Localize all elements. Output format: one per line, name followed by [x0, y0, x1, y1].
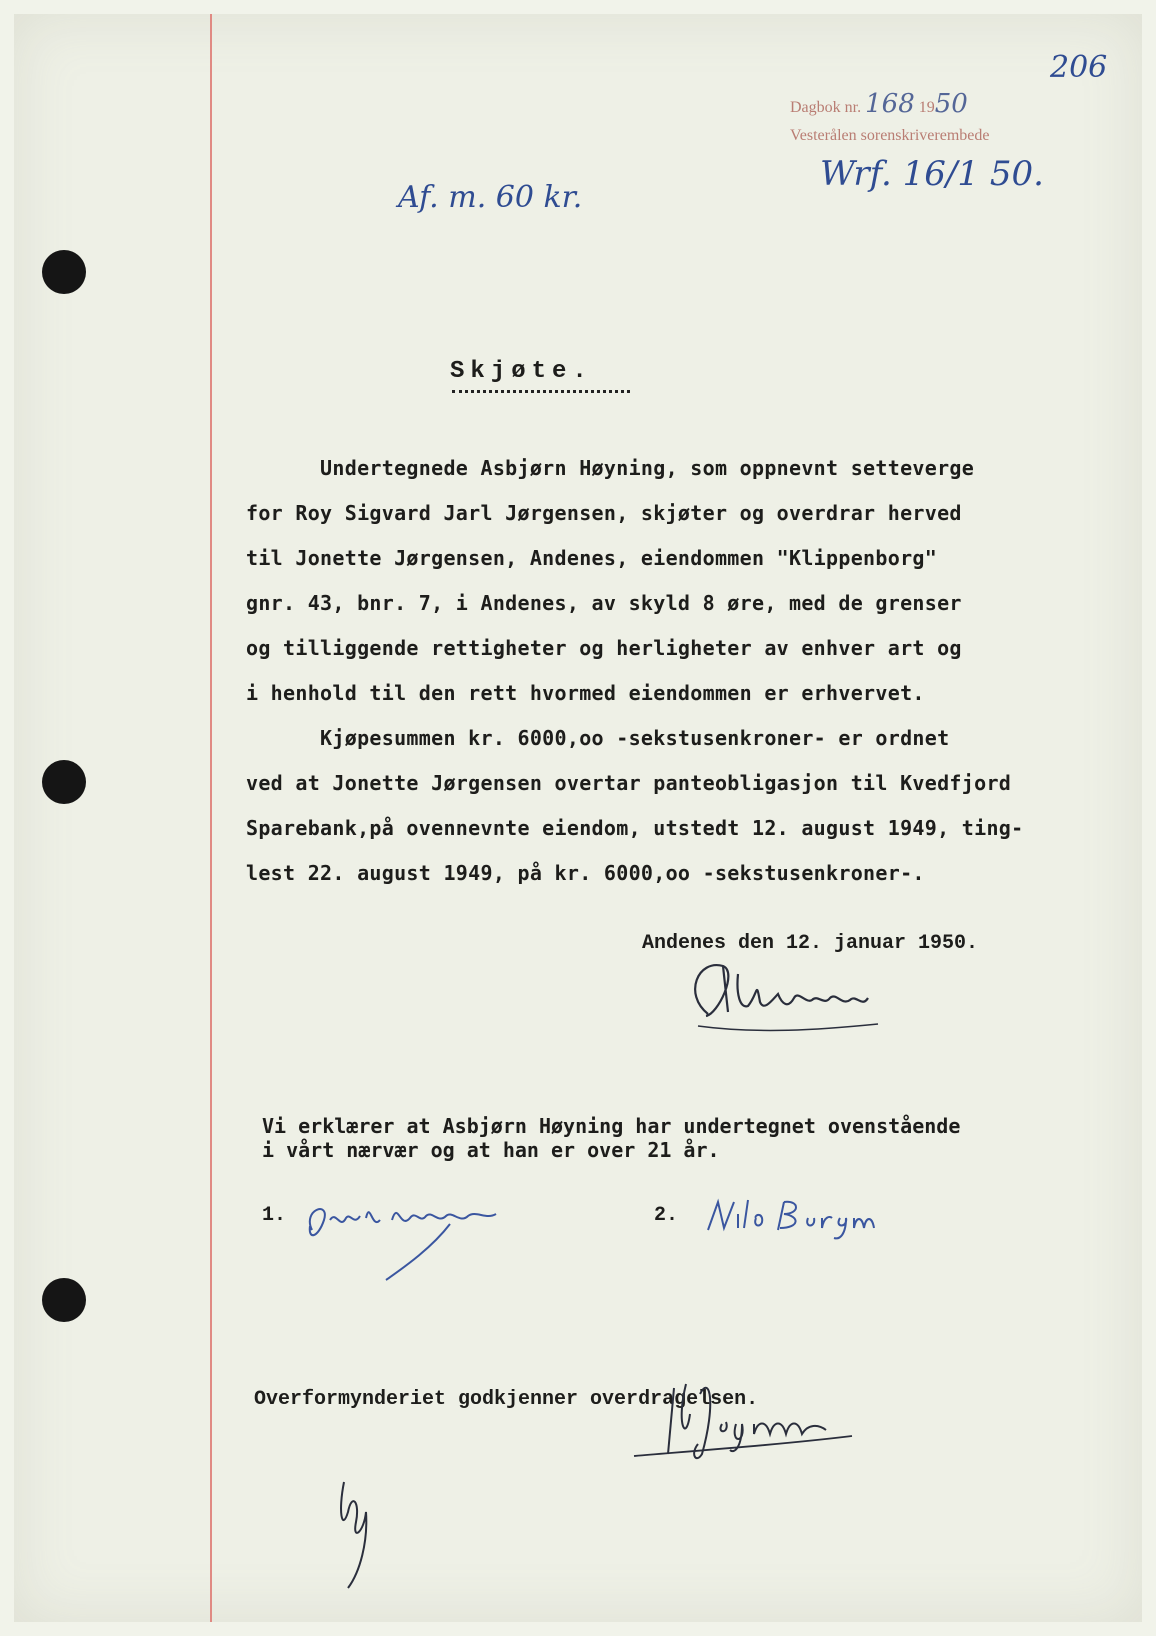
stamp-year-prefix: 19 [918, 99, 935, 116]
page-number: 206 [1050, 50, 1108, 85]
body-line: i henhold til den rett hvormed eiendommen er erhvervet. [246, 681, 925, 705]
seller-signature [678, 954, 898, 1044]
fee-note: Af. m. 60 kr. [398, 180, 583, 215]
title-underline [452, 390, 630, 393]
body-line: ved at Jonette Jørgensen overtar panteobligasjon til Kvedfjord [246, 771, 1012, 795]
stamp-number: 168 [865, 89, 915, 119]
body-line: Sparebank,på ovennevnte eiendom, utstedt 12. august 1949, ting- [246, 816, 1024, 840]
declaration-line: Vi erklærer at Asbjørn Høyning har undertegnet ovenstående [262, 1114, 961, 1138]
margin-line [210, 14, 212, 1622]
stamp-year-suffix: 50 [934, 89, 968, 119]
document-title: Skjøte. [450, 358, 593, 385]
body-line: Kjøpesummen kr. 6000,oo -sekstusenkroner- er ordnet [246, 726, 950, 750]
approval-statement: Overformynderiet godkjenner overdragelsen. [254, 1388, 759, 1411]
registry-note: Wrf. 16/1 50. [820, 154, 1044, 194]
punch-hole-bottom [42, 1278, 86, 1322]
body-line: til Jonette Jørgensen, Andenes, eiendommen "Klippenborg" [246, 546, 938, 570]
body-line: for Roy Sigvard Jarl Jørgensen, skjøter og overdrar herved [246, 501, 962, 525]
witness-1-number: 1. [262, 1204, 287, 1227]
document-page [14, 14, 1142, 1622]
declaration-line: i vårt nærvær og at han er over 21 år. [262, 1138, 720, 1162]
punch-hole-top [42, 250, 86, 294]
body-line: lest 22. august 1949, på kr. 6000,oo -sekstusenkroner-. [246, 861, 925, 885]
punch-hole-middle [42, 760, 86, 804]
witness-2-signature [704, 1194, 934, 1254]
deed-body [246, 446, 1126, 896]
body-line: Undertegnede Asbjørn Høyning, som oppnevnt setteverge [246, 456, 975, 480]
witness-2-number: 2. [654, 1204, 679, 1227]
body-line: gnr. 43, bnr. 7, i Andenes, av skyld 8 øre, med de grenser [246, 591, 962, 615]
guardian-signature [626, 1364, 866, 1474]
stamp-office: Vesterålen sorenskriverembede [790, 127, 990, 144]
witness-declaration [262, 1114, 960, 1162]
registry-stamp [790, 90, 1090, 150]
stamp-label: Dagbok nr. [790, 99, 862, 116]
margin-initials [334, 1472, 384, 1592]
body-line: og tilliggende rettigheter og herligheter av enhver art og [246, 636, 962, 660]
witness-1-signature [300, 1190, 530, 1290]
place-and-date: Andenes den 12. januar 1950. [642, 932, 979, 955]
